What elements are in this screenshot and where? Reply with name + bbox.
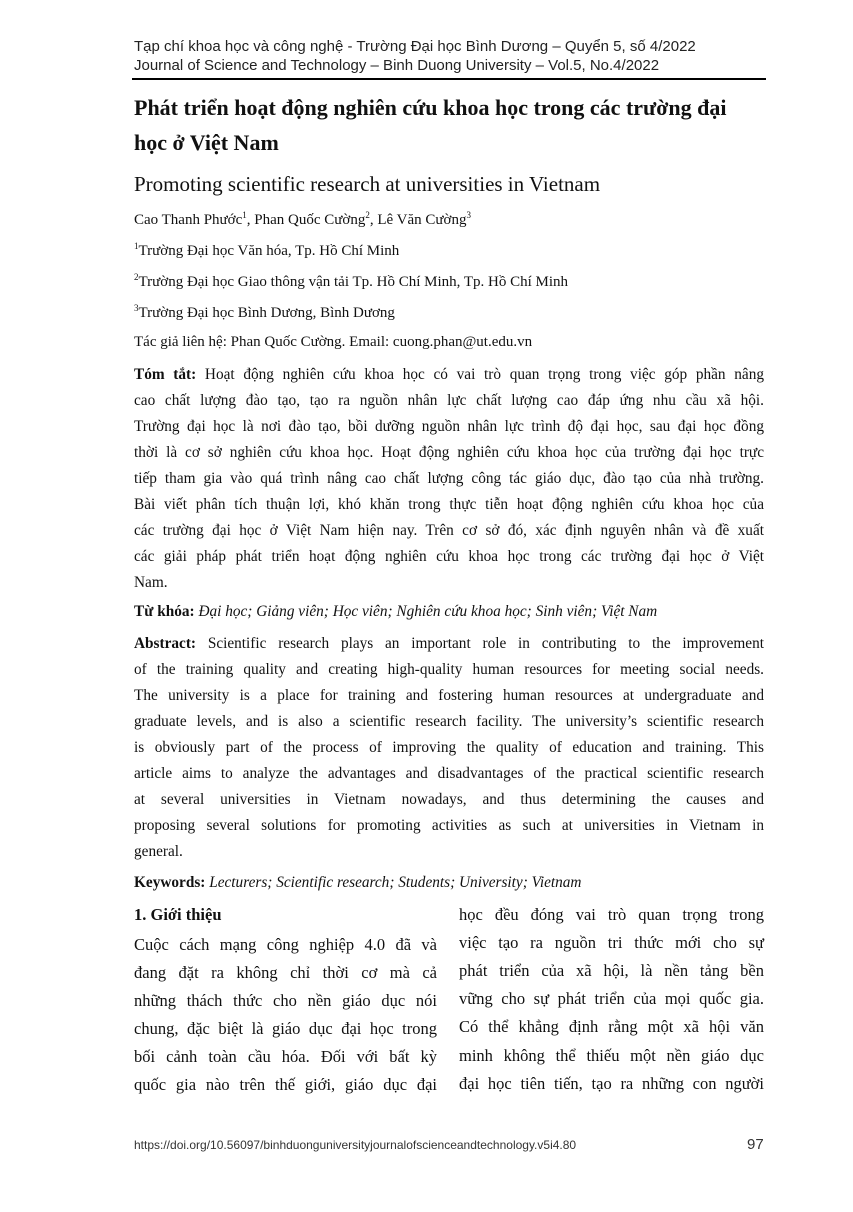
author: Phan Quốc Cường$^2$, [254,210,378,228]
body-line: đang đặt ra không chỉ thời cơ mà cả [134,963,437,982]
keywords-vi: Từ khóa: Đại học; Giảng viên; Học viên; Nghiên cứu khoa học; Sinh viên; Việt Nam [134,603,658,620]
author: Cao Thanh Phước$^1$, [134,210,255,228]
body-line: học đều đóng vai trò quan trọng trong [459,905,764,924]
abstract-line: các giải pháp phát triển hoạt động nghiên cứu khoa học trong các trường đại học ở Việt [134,548,764,565]
page-number: 97 [747,1136,764,1153]
doi-link[interactable]: https://doi.org/10.56097/binhduonguniversityjournalofscienceandtechnology.v5i4.80 [134,1138,577,1152]
abstract-line: Abstract: Scientific research plays an important role in contributing to the improvement [134,635,764,652]
article-title-line-2: học ở Việt Nam [134,130,279,155]
abstract-line: cao chất lượng đào tạo, tạo ra nguồn nhân lực chất lượng cao đáp ứng nhu cầu xã hội. [134,392,764,409]
body-line: Có thể khẳng định rằng một xã hội văn [459,1017,764,1036]
affiliation-1: $^1$Trường Đại học Văn hóa, Tp. Hồ Chí Minh [134,241,400,259]
abstract-line: The university is a place for training and fostering human resources at undergraduate and [134,687,764,704]
abstract-line: proposing several solutions for promoting activities as such at universities in Vietnam in [134,817,764,834]
author: Lê Văn Cường$^3$ [377,210,471,228]
body-line: vững cho sự phát triển của mọi quốc gia. [459,989,764,1008]
body-line: chung, đặc biệt là giáo dục đại học trong [134,1019,437,1038]
article-title-line-1: Phát triển hoạt động nghiên cứu khoa học trong các trường đại [134,95,727,120]
corresponding-author: Tác giả liên hệ: Phan Quốc Cường. Email: cuong.phan@ut.edu.vn [134,334,533,350]
abstract-line: thời là cơ sở nghiên cứu khoa học. Hoạt động nghiên cứu khoa học của trường đại học trực [134,444,764,461]
abstract-line: Tóm tắt: Hoạt động nghiên cứu khoa học có vai trò quan trọng trong việc góp phần nâng [134,366,764,383]
body-line: Cuộc cách mạng công nghiệp 4.0 đã và [134,935,437,954]
body-line: phát triển của xã hội, là nền tảng bền [459,961,764,980]
abstract-line: is obviously part of the process of improving the quality of education and training. This [134,739,764,756]
abstract-line: Nam. [134,574,168,591]
abstract-line: các trường đại học ở Việt Nam hiện nay. Trên cơ sở đó, xác định nguyên nhân và đề xuất [134,522,764,539]
affiliation-2: $^2$Trường Đại học Giao thông vận tải Tp. Hồ Chí Minh, Tp. Hồ Chí Minh [134,272,569,290]
abstract-line: Trường đại học là nơi đào tạo, bồi dưỡng nguồn nhân lực trình độ đại học, sau đại học đồng [134,418,764,435]
journal-header-vi: Tạp chí khoa học và công nghệ - Trường Đại học Bình Dương – Quyển 5, số 4/2022 [134,38,696,55]
abstract-line: of the training quality and creating high-quality human resources for meeting social needs. [134,661,764,678]
body-line: đại học tiên tiến, tạo ra những con người [459,1074,764,1093]
affiliation-3: $^3$Trường Đại học Bình Dương, Bình Dương [134,303,395,321]
abstract-label: Abstract: [134,635,197,652]
abstract-line: graduate levels, and is also a scientific research facility. The university’s scientific research [134,713,764,730]
article-title-english: Promoting scientific research at universities in Vietnam [134,172,601,196]
body-line: bối cảnh toàn cầu hóa. Đối với bất kỳ [134,1047,437,1066]
header-divider [132,78,766,80]
abstract-line: Bài viết phân tích thuận lợi, khó khăn trong thực tiễn hoạt động nghiên cứu khoa học của [134,496,764,513]
body-line: minh không thể thiếu một nền giáo dục [459,1046,764,1065]
body-line: những thách thức cho nền giáo dục nói [134,991,437,1010]
body-line: quốc gia nào trên thế giới, giáo dục đại [134,1075,437,1094]
keywords-en: Keywords: Lecturers; Scientific research; Students; University; Vietnam [134,874,582,891]
body-line: việc tạo ra nguồn tri thức mới cho sự [459,933,764,952]
abstract-line: general. [134,843,183,860]
abstract-line: tiếp tham gia vào quá trình nâng cao chất lượng công tác giáo dục, đào tạo của nhà trường. [134,470,764,487]
abstract-line: at several universities in Vietnam nowadays, and thus determining the causes and [134,791,764,808]
abstract-label: Tóm tắt: [134,366,197,383]
journal-header-en: Journal of Science and Technology – Binh Duong University – Vol.5, No.4/2022 [134,57,660,74]
author-list [134,210,471,229]
section-heading: 1. Giới thiệu [134,905,222,924]
abstract-line: article aims to analyze the advantages and disadvantages of the practical scientific research [134,765,764,782]
